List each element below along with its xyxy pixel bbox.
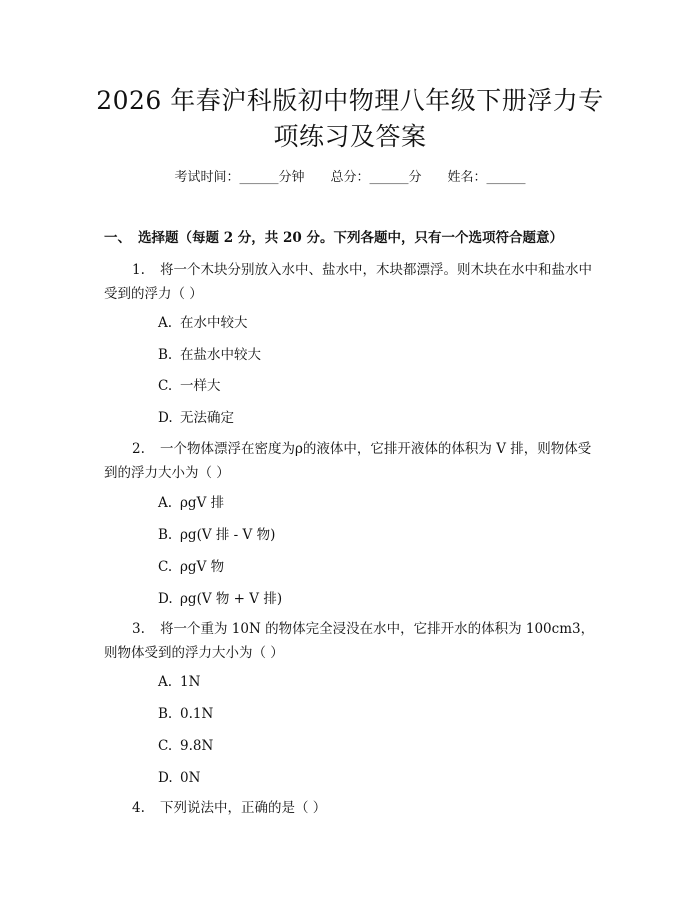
option-text: ρgV 排	[180, 495, 225, 511]
option-text: 0N	[180, 770, 201, 786]
exam-time-blank: ______	[239, 170, 279, 185]
option-letter: A.	[158, 315, 173, 331]
question-text: 一个物体漂浮在密度为ρ的液体中，它排开液体的体积为 V 排，则物体受到的浮力大小为（ ）	[104, 441, 592, 481]
exam-info-line	[0, 168, 700, 188]
option-text: 在盐水中较大	[180, 347, 261, 363]
question-2-option-a	[158, 493, 224, 513]
question-3-option-c	[158, 736, 213, 756]
option-letter: B.	[158, 706, 173, 722]
question-1	[104, 258, 604, 306]
question-number: 2.	[132, 441, 145, 457]
document-title-line-2: 项练习及答案	[273, 122, 427, 151]
option-letter: B.	[158, 347, 173, 363]
question-3-option-b	[158, 704, 213, 724]
question-2	[104, 437, 604, 485]
question-3-option-d	[158, 768, 200, 788]
question-1-option-c	[158, 376, 221, 396]
question-1-option-b	[158, 345, 261, 365]
option-letter: C.	[158, 738, 173, 754]
option-letter: D.	[158, 770, 173, 786]
question-1-option-a	[158, 313, 248, 333]
option-text: 一样大	[180, 378, 221, 394]
total-score-blank: ______	[369, 170, 409, 185]
option-text: 0.1N	[180, 706, 214, 722]
option-text: 9.8N	[180, 738, 214, 754]
exam-time-label: 考试时间：	[174, 170, 240, 185]
student-name-label: 姓名：	[447, 170, 487, 185]
section-title: 选择题（每题 2 分，共 20 分。下列各题中，只有一个选项符合题意）	[138, 230, 563, 246]
option-text: ρg(V 排 - V 物)	[180, 527, 276, 543]
option-text: 1N	[180, 674, 201, 690]
option-text: ρgV 物	[180, 559, 225, 575]
option-letter: A.	[158, 674, 173, 690]
section-number: 一、	[104, 230, 131, 246]
section-heading	[104, 228, 563, 248]
option-text: 无法确定	[180, 410, 234, 426]
question-number: 4.	[132, 800, 145, 816]
option-letter: C.	[158, 378, 173, 394]
exam-time-unit: 分钟	[278, 170, 305, 185]
total-score-label: 总分：	[330, 170, 370, 185]
question-text: 下列说法中，正确的是（ ）	[160, 800, 327, 816]
question-text: 将一个木块分别放入水中、盐水中，木块都漂浮。则木块在水中和盐水中受到的浮力（ ）	[104, 262, 592, 302]
option-letter: C.	[158, 559, 173, 575]
option-letter: B.	[158, 527, 173, 543]
option-letter: D.	[158, 410, 173, 426]
question-4	[104, 796, 604, 820]
question-2-option-c	[158, 557, 224, 577]
question-1-option-d	[158, 408, 234, 428]
document-title-line-1: 2026 年春沪科版初中物理八年级下册浮力专	[96, 86, 604, 115]
question-2-option-d	[158, 589, 282, 609]
question-2-option-b	[158, 525, 275, 545]
student-name-blank: ______	[486, 170, 526, 185]
question-text: 将一个重为 10N 的物体完全浸没在水中，它排开水的体积为 100cm3，则物体受到的浮力大小为（ ）	[104, 621, 595, 661]
option-letter: D.	[158, 591, 173, 607]
option-letter: A.	[158, 495, 173, 511]
question-number: 1.	[132, 262, 145, 278]
question-3	[104, 617, 604, 665]
option-text: 在水中较大	[180, 315, 248, 331]
question-number: 3.	[132, 621, 145, 637]
option-text: ρg(V 物 + V 排)	[180, 591, 283, 607]
total-score-unit: 分	[408, 170, 422, 185]
question-3-option-a	[158, 672, 200, 692]
